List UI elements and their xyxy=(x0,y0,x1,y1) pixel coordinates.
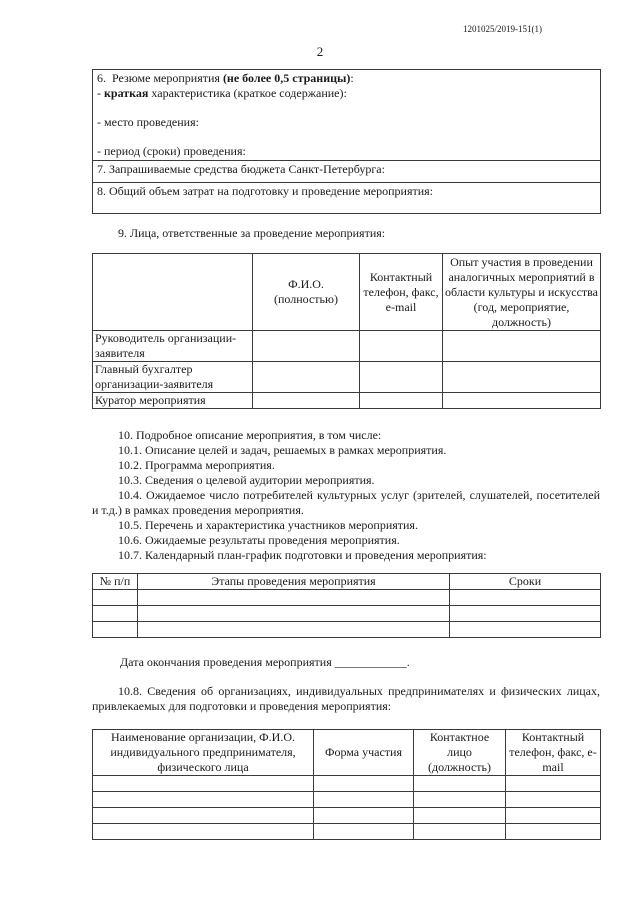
orgs-cell[interactable] xyxy=(414,808,506,824)
page-number: 2 xyxy=(316,44,324,59)
orgs-cell[interactable] xyxy=(314,776,414,792)
orgs-cell[interactable] xyxy=(93,824,314,840)
orgs-cell[interactable] xyxy=(314,824,414,840)
responsible-cell-contact[interactable] xyxy=(360,331,443,362)
summary-6-brief-line xyxy=(97,86,596,101)
responsible-role-curator: Куратор мероприятия xyxy=(93,393,253,409)
section-10-item: 10.6. Ожидаемые результаты проведения мероприятия. xyxy=(118,533,400,547)
responsible-cell-fio[interactable] xyxy=(253,331,360,362)
summary-6-brief-rest: характеристика (краткое содержание): xyxy=(148,86,347,100)
plan-cell[interactable] xyxy=(138,606,450,622)
organizations-table xyxy=(92,729,601,840)
section-10-list xyxy=(92,428,600,563)
orgs-row xyxy=(93,776,601,792)
summary-6-title-line xyxy=(97,71,596,86)
responsible-cell-fio[interactable] xyxy=(253,362,360,393)
responsible-cell-experience[interactable] xyxy=(443,362,601,393)
orgs-cell[interactable] xyxy=(314,808,414,824)
plan-header-row xyxy=(93,574,601,590)
summary-row-7 xyxy=(93,161,601,183)
orgs-cell[interactable] xyxy=(314,792,414,808)
orgs-header-name: Наименование организации, Ф.И.О. индивидуального предпринимателя, физического лица xyxy=(93,730,314,776)
plan-cell[interactable] xyxy=(450,622,601,638)
orgs-cell[interactable] xyxy=(506,792,601,808)
summary-6-place: - место проведения: xyxy=(97,115,199,129)
plan-cell[interactable] xyxy=(450,590,601,606)
summary-table xyxy=(92,69,601,214)
orgs-header-phone: Контактный телефон, факс, e-mail xyxy=(506,730,601,776)
plan-cell[interactable] xyxy=(138,590,450,606)
orgs-cell[interactable] xyxy=(414,824,506,840)
orgs-row xyxy=(93,808,601,824)
responsible-persons-table xyxy=(92,253,601,409)
orgs-row xyxy=(93,792,601,808)
plan-table xyxy=(92,573,601,638)
orgs-cell[interactable] xyxy=(414,792,506,808)
orgs-header-person: Контактное лицо (должность) xyxy=(414,730,506,776)
plan-header-dates: Сроки xyxy=(450,574,601,590)
summary-6-title: Резюме мероприятия xyxy=(112,71,220,85)
plan-cell[interactable] xyxy=(138,622,450,638)
responsible-cell-contact[interactable] xyxy=(360,393,443,409)
section-10-item: 10.7. Календарный план-график подготовки и проведения мероприятия: xyxy=(118,548,487,562)
section-10-item: 10.5. Перечень и характеристика участников мероприятия. xyxy=(118,518,418,532)
orgs-cell[interactable] xyxy=(506,824,601,840)
orgs-cell[interactable] xyxy=(93,776,314,792)
responsible-row xyxy=(93,393,601,409)
responsible-header-empty xyxy=(93,254,253,331)
end-date-line: Дата окончания проведения мероприятия ____________. xyxy=(120,655,410,669)
section-10-item: 10. Подробное описание мероприятия, в том числе: xyxy=(118,428,382,442)
responsible-role-accountant: Главный бухгалтер организации-заявителя xyxy=(93,362,253,393)
responsible-cell-fio[interactable] xyxy=(253,393,360,409)
plan-row xyxy=(93,606,601,622)
section-10-8: 10.8. Сведения об организациях, индивидуальных предпринимателях и физических лицах, привлекаемых для подготовки и проведения мероприятия: xyxy=(92,684,600,713)
plan-cell[interactable] xyxy=(93,622,138,638)
responsible-cell-contact[interactable] xyxy=(360,362,443,393)
section-10-item: 10.1. Описание целей и задач, решаемых в рамках мероприятия. xyxy=(118,443,447,457)
plan-header-number: № п/п xyxy=(93,574,138,590)
responsible-role-head: Руководитель организации-заявителя xyxy=(93,331,253,362)
summary-6-colon: : xyxy=(350,71,354,85)
summary-row-8 xyxy=(93,183,601,214)
responsible-header-row xyxy=(93,254,601,331)
responsible-row xyxy=(93,331,601,362)
summary-6-number: 6. xyxy=(97,71,106,85)
orgs-cell[interactable] xyxy=(93,792,314,808)
section-10-item: 10.2. Программа мероприятия. xyxy=(118,458,275,472)
responsible-header-contact: Контактный телефон, факс, e-mail xyxy=(360,254,443,331)
summary-8: 8. Общий объем затрат на подготовку и проведение мероприятия: xyxy=(93,183,601,214)
plan-cell[interactable] xyxy=(93,606,138,622)
responsible-cell-experience[interactable] xyxy=(443,331,601,362)
responsible-cell-experience[interactable] xyxy=(443,393,601,409)
section-10-item: 10.3. Сведения о целевой аудитории мероприятия. xyxy=(118,473,375,487)
summary-6-note: (не более 0,5 страницы) xyxy=(222,71,351,85)
responsible-header-fio: Ф.И.О. (полностью) xyxy=(253,254,360,331)
section-10-item: 10.4. Ожидаемое число потребителей культурных услуг (зрителей, слушателей, посетителей и т.д.) в рамках проведения мероприятия. xyxy=(92,488,600,517)
summary-cell-6 xyxy=(93,70,601,161)
orgs-cell[interactable] xyxy=(506,776,601,792)
orgs-cell[interactable] xyxy=(414,776,506,792)
plan-cell[interactable] xyxy=(93,590,138,606)
plan-row xyxy=(93,622,601,638)
plan-row xyxy=(93,590,601,606)
responsible-header-experience: Опыт участия в проведении аналогичных мероприятий в области культуры и искусства (год, мероприятие, должность) xyxy=(443,254,601,331)
orgs-header-row xyxy=(93,730,601,776)
orgs-row xyxy=(93,824,601,840)
summary-6-brief-bold: краткая xyxy=(104,86,149,100)
plan-cell[interactable] xyxy=(450,606,601,622)
section-9-title: 9. Лица, ответственные за проведение мероприятия: xyxy=(118,226,386,240)
document-number: 1201025/2019-151(1) xyxy=(463,24,542,34)
orgs-cell[interactable] xyxy=(93,808,314,824)
plan-header-stages: Этапы проведения мероприятия xyxy=(138,574,450,590)
summary-row-6 xyxy=(93,70,601,161)
orgs-header-form: Форма участия xyxy=(314,730,414,776)
summary-6-brief-dash: - xyxy=(97,86,104,100)
summary-7: 7. Запрашиваемые средства бюджета Санкт-Петербурга: xyxy=(93,161,601,183)
summary-6-period: - период (сроки) проведения: xyxy=(97,144,246,158)
responsible-row xyxy=(93,362,601,393)
orgs-cell[interactable] xyxy=(506,808,601,824)
